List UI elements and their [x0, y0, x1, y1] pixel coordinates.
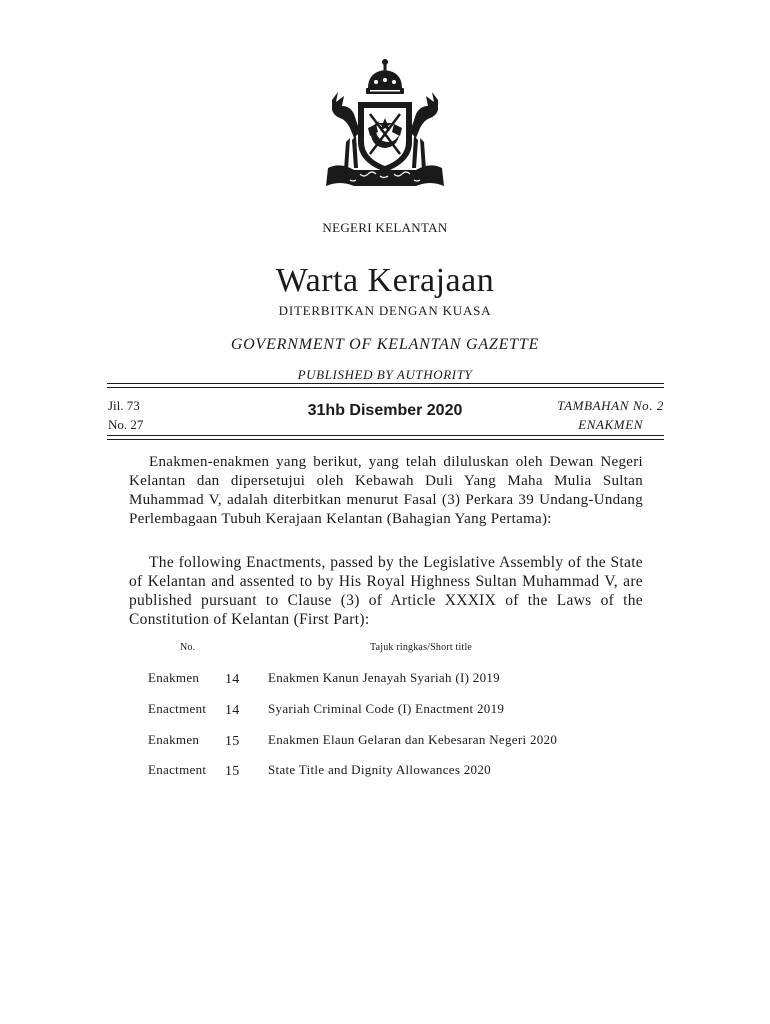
gazette-title-malay: Warta Kerajaan [275, 262, 495, 299]
divider [107, 387, 664, 388]
enactment-number: 15 [225, 734, 240, 749]
enactment-type: Enakmen [148, 670, 200, 685]
divider [107, 435, 664, 436]
gazette-subtitle-english: PUBLISHED BY AUTHORITY [297, 367, 473, 382]
enactment-type: Enactment [148, 762, 207, 777]
divider [107, 439, 664, 440]
supplement-info [557, 396, 664, 434]
enactment-type: Enactment [148, 701, 207, 716]
preamble-english: The following Enactments, passed by the Legislative Assembly of the State of Kelantan and assented to by His Royal Highness Sultan Muhammad V, are published pursuant to Clause (3) of Article XXXIX of the Laws of the Constitution of Kelantan (First Part): [129, 554, 643, 628]
state-name: NEGERI KELANTAN [322, 220, 448, 235]
enactment-title: Enakmen Elaun Gelaran dan Kebesaran Negeri 2020 [268, 732, 558, 747]
column-header-title: Tajuk ringkas/Short title [370, 642, 473, 653]
enactment-title: State Title and Dignity Allowances 2020 [268, 762, 491, 777]
supplement-type: ENAKMEN [578, 417, 644, 432]
issue-date: 31hb Disember 2020 [307, 402, 463, 419]
volume-number: Jil. 73 [108, 398, 140, 413]
enactment-number: 14 [225, 703, 240, 718]
kelantan-coat-of-arms-icon [320, 58, 450, 194]
gazette-subtitle-malay: DITERBITKAN DENGAN KUASA [278, 303, 492, 318]
column-header-number: No. [180, 642, 196, 653]
gazette-title-english: GOVERNMENT OF KELANTAN GAZETTE [230, 336, 540, 353]
enactment-type: Enakmen [148, 732, 200, 747]
supplement-number: TAMBAHAN No. 2 [557, 398, 664, 413]
preamble-malay: Enakmen-enakmen yang berikut, yang telah diluluskan oleh Dewan Negeri Kelantan dan dipersetujui oleh Kebawah Duli Yang Maha Mulia Sultan Muhammad V, adalah diterbitkan menurut Fasal (3) Perkara 39 Undang-Undang Perlembagaan Tubuh Kerajaan Kelantan (Bahagian Yang Pertama): [129, 454, 643, 527]
enactment-title: Syariah Criminal Code (I) Enactment 2019 [268, 701, 505, 716]
divider [107, 383, 664, 384]
enactment-title: Enakmen Kanun Jenayah Syariah (I) 2019 [268, 670, 500, 685]
enactment-number: 14 [225, 672, 240, 687]
enactment-number: 15 [225, 764, 240, 779]
issue-number: No. 27 [108, 417, 144, 432]
